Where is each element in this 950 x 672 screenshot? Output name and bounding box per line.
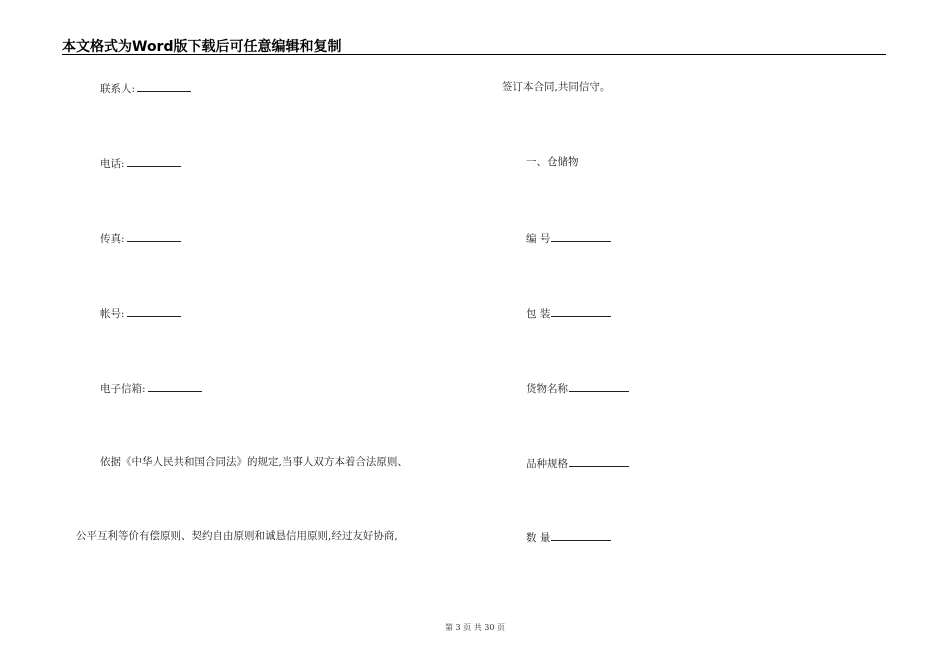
phone-line [100, 155, 181, 171]
spec-blank [569, 455, 629, 467]
package-line [526, 305, 611, 321]
package-blank [551, 305, 611, 317]
number-label: 编 号 [526, 233, 551, 245]
quantity-line [526, 529, 611, 545]
fax-line [100, 230, 181, 246]
number-line [526, 230, 611, 246]
fax-label: 传真: [100, 233, 125, 245]
header-divider [62, 54, 886, 55]
phone-blank [127, 155, 181, 167]
quantity-blank [551, 529, 611, 541]
goods-name-line [526, 380, 629, 396]
contact-blank [137, 80, 191, 92]
spec-line [526, 455, 629, 471]
paragraph-line-3: 签订本合同,共同信守。 [502, 81, 611, 93]
spec-label: 品种规格 [526, 458, 568, 470]
goods-name-label: 货物名称 [526, 383, 568, 395]
number-blank [551, 230, 611, 242]
email-label: 电子信箱: [100, 383, 146, 395]
goods-name-blank [569, 380, 629, 392]
account-label: 帐号: [100, 308, 125, 320]
account-line [100, 305, 181, 321]
account-blank [127, 305, 181, 317]
paragraph-line-1: 依据《中华人民共和国合同法》的规定,当事人双方本着合法原则、 [100, 456, 408, 468]
contact-label: 联系人: [100, 83, 136, 95]
phone-label: 电话: [100, 158, 125, 170]
package-label: 包 装 [526, 308, 551, 320]
section-title: 一、仓储物 [526, 156, 579, 168]
paragraph-line-2: 公平互利等价有偿原则、契约自由原则和诚恳信用原则,经过友好协商, [76, 530, 398, 542]
contact-line [100, 80, 191, 96]
page-header-title: 本文格式为Word版下载后可任意编辑和复制 [62, 39, 342, 55]
email-line [100, 380, 202, 396]
quantity-label: 数 量 [526, 532, 551, 544]
page-number: 第 3 页 共 30 页 [445, 623, 505, 632]
email-blank [148, 380, 202, 392]
fax-blank [127, 230, 181, 242]
